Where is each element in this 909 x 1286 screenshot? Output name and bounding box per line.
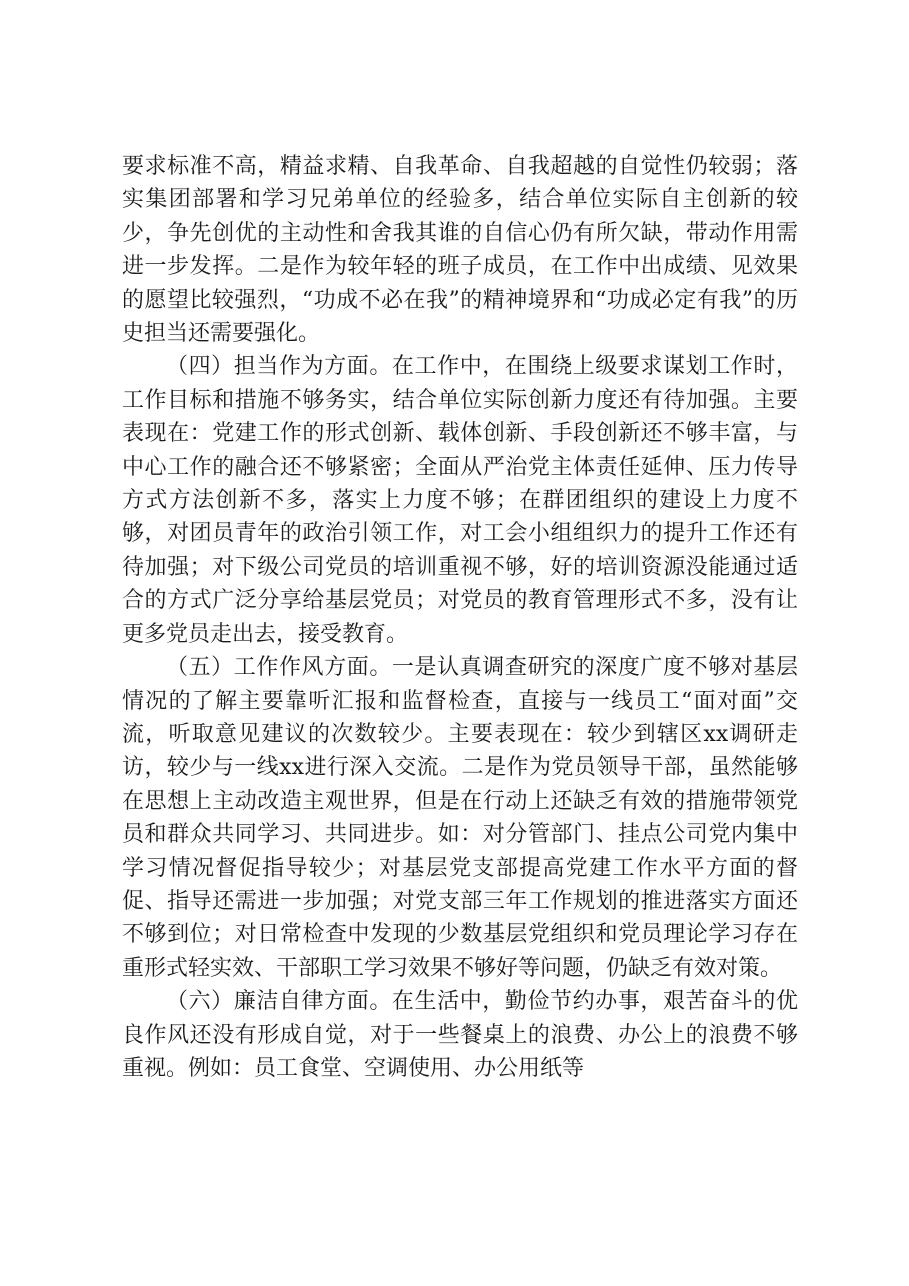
paragraph-continuation: 要求标准不高，精益求精、自我革命、自我超越的自觉性仍较弱；落实集团部署和学习兄弟单位的经验多，结合单位实际自主创新的较少，争先创优的主动性和舍我其谁的自信心仍有所欠缺，带动作用需进一步发挥。二是作为较年轻的班子成员，在工作中出成绩、见效果的愿望比较强烈，“功成不必在我”的精神境界和“功成必定有我”的历史担当还需要强化。 <box>122 154 798 347</box>
document-body <box>122 150 798 1085</box>
paragraph-section-five: （五）工作作风方面。一是认真调查研究的深度广度不够对基层情况的了解主要靠听汇报和监督检查，直接与一线员工“面对面”交流，听取意见建议的次数较少。主要表现在：较少到辖区xx调研走访，较少与一线xx进行深入交流。二是作为党员领导干部，虽然能够在思想上主动改造主观世界，但是在行动上还缺乏有效的措施带领党员和群众共同学习、共同进步。如：对分管部门、挂点公司党内集中学习情况督促指导较少；对基层党支部提高党建工作水平方面的督促、指导还需进一步加强；对党支部三年工作规划的推进落实方面还不够到位；对日常检查中发现的少数基层党组织和党员理论学习存在重形式轻实效、干部职工学习效果不够好等问题，仍缺乏有效对策。 <box>122 655 798 981</box>
paragraph-section-six: （六）廉洁自律方面。在生活中，勤俭节约办事，艰苦奋斗的优良作风还没有形成自觉，对于一些餐桌上的浪费、办公上的浪费不够重视。例如：员工食堂、空调使用、办公用纸等 <box>122 989 798 1081</box>
paragraph-section-four: （四）担当作为方面。在工作中，在围绕上级要求谋划工作时，工作目标和措施不够务实，结合单位实际创新力度还有待加强。主要表现在：党建工作的形式创新、载体创新、手段创新还不够丰富，与中心工作的融合还不够紧密；全面从严治党主体责任延伸、压力传导方式方法创新不多，落实上力度不够；在群团组织的建设上力度不够，对团员青年的政治引领工作，对工会小组组织力的提升工作还有待加强；对下级公司党员的培训重视不够，好的培训资源没能通过适合的方式广泛分享给基层党员；对党员的教育管理形式不多，没有让更多党员走出去，接受教育。 <box>122 354 798 647</box>
